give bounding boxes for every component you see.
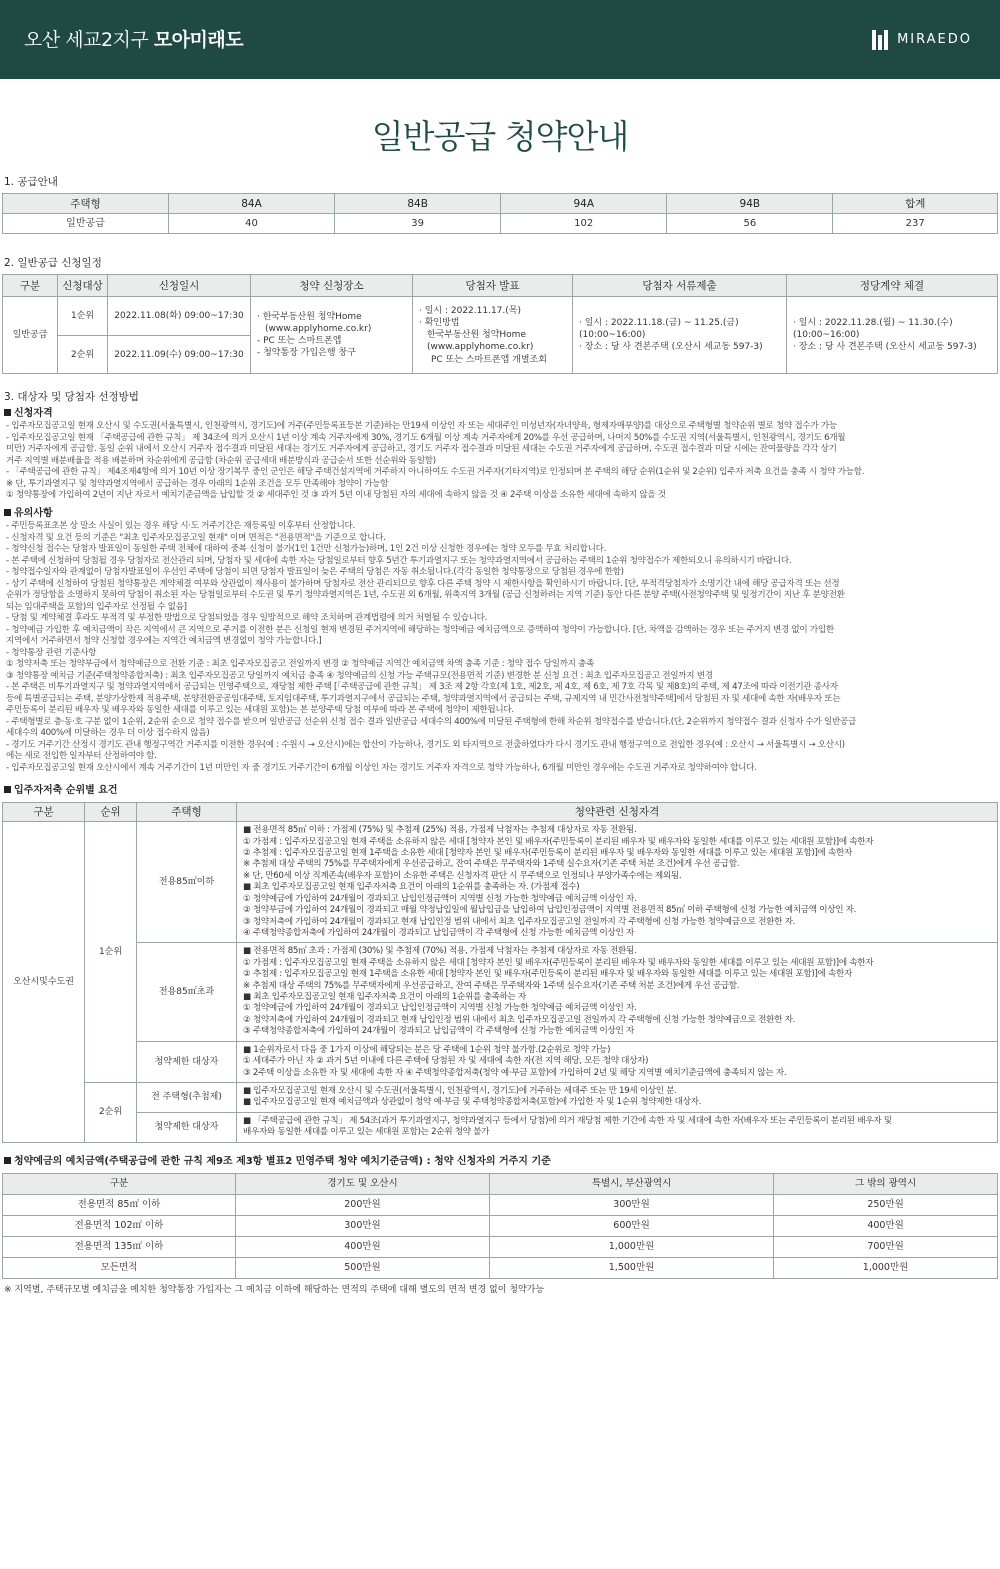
schedule-col: 신청일시 <box>108 275 251 297</box>
eligibility-notes <box>2 421 998 502</box>
caution-line: - 청약신청 접수는 당첨자 발표일이 동일한 주택 전체에 대하여 중복 신청이 불가(1인 1건만 신청가능)하며, 1인 2건 이상 신청한 경우에는 청약 모두를 무효 처리합니다. <box>6 544 607 555</box>
criteria-line: ① 세대주가 아닌 자 ② 과거 5년 이내에 다른 주택에 당첨된 자 및 세대에 속한 자(전 지역 해당, 모든 청약 대상자) <box>243 1056 649 1067</box>
place-line: · 한국부동산원 청약Home <box>257 312 362 323</box>
caution-line: - 본 주택에 신청하여 당첨될 경우 당첨자로 전산관리 되며, 당첨자 및 세대에 속한 자는 당첨일로부터 향후 5년간 투기과열지구 또는 청약과열지역에서 공급하는 주택의 1순위 청약접수가 제한되오니 유의하시기 바랍니다. <box>6 555 792 566</box>
deposit-cell: 300만원 <box>236 1216 490 1237</box>
schedule-col: 당첨자 발표 <box>413 275 573 297</box>
deposit-table <box>2 1173 998 1279</box>
supply-col: 94B <box>667 194 833 214</box>
schedule-row <box>3 297 998 336</box>
deposit-footnote: ※ 지역별, 주택규모별 예치금을 예치한 청약통장 가입자는 그 예치금 이하에 해당하는 면적의 주택에 대해 별도의 면적 변경 없이 청약가능 <box>4 1285 545 1296</box>
eligibility-line: - 입주자모집공고일 현재 오산시 및 수도권(서울특별시, 인천광역시, 경기도)에 거주(주민등록표등본 기준)하는 만19세 이상인 자 또는 세대주인 미성년자(자녀양육, 형제자매부양)를 대상으로 주택형별 청약순위 별로 청약 접수가 가능 <box>6 421 837 432</box>
caution-line: - 신청자격 및 요건 등의 기준은 "최초 입주자모집공고일 현재" 이며 면적은 "전용면적"을 기준으로 합니다. <box>6 532 386 543</box>
caution-line: ③ 청약통장 예치금 기준(주택청약종합저축) : 최초 입주자모집공고 당일까지 예치금 충족 ④ 청약예금의 신청 가능 주택규모(전용면적 기준) 변경한 분 신청 요건 : 최초 입주자모집공고 전일까지 변경 <box>6 670 713 681</box>
savings-row <box>3 1041 998 1082</box>
docs-line: · 장소 : 당 사 견본주택 (오산시 세교동 597-3) <box>579 342 763 353</box>
caution-line: 에는 새로 전입한 일자부터 산정하여야 함. <box>6 751 157 762</box>
document-submission <box>573 297 787 374</box>
schedule-date: 2022.11.08(화) 09:00~17:30 <box>108 297 251 336</box>
miraedo-logo-icon <box>872 30 890 50</box>
criteria-line: ③ 청약저축에 가입하여 24개월이 경과되고 현재 납입인정 범위 내에서 최초 입주자모집공고일 전일까지 각 주택형에 신청 가능한 청약예금으로 전환한 자. <box>243 916 796 927</box>
caution-line: - 당첨 및 계약체결 후라도 부적격 및 부정한 방법으로 당첨되었을 경우 일방적으로 해약 조치하며 관계법령에 의거 처벌될 수 있습니다. <box>6 613 488 624</box>
savings-header-row <box>3 802 998 821</box>
deposit-row <box>3 1216 998 1237</box>
caution-line: - 경기도 거주기간 산정시 경기도 관내 행정구역간 거주지를 이전한 경우(예 : 수원시 → 오산시)에는 합산이 가능하나, 경기도 외 타지역으로 전출하였다가 다시 경기도 관내 행정구역으로 전입한 경우(예 : 오산시 → 서울특별시 → 오산시) <box>6 739 845 750</box>
savings-type: 청약제한 대상자 <box>137 1041 237 1082</box>
square-bullet-icon <box>4 786 11 793</box>
supply-row <box>3 214 998 234</box>
project-name <box>24 28 243 54</box>
savings-type: 전용85㎡이하 <box>137 822 237 943</box>
savings-row <box>3 943 998 1041</box>
supply-cell: 237 <box>833 214 998 234</box>
caution-line: - 청약예금 가입한 후 예치금액이 작은 지역에서 큰 지역으로 주거를 이전한 분은 신청일 현재 변경된 주거지역에 해당하는 청약예금 예치금액으로 증액하여 청약이 가능합니다. [단, 차액을 감액하는 경우 또는 주거지 변경 없이 가입한 <box>6 624 834 635</box>
savings-criteria <box>237 1112 998 1142</box>
schedule-rank: 1순위 <box>58 297 108 336</box>
criteria-line: ① 청약예금에 가입하여 24개월이 경과되고 납입인정금액이 지역별 신청 가능한 청약예금 예치금액 이상인 자. <box>243 893 637 904</box>
deposit-row <box>3 1237 998 1258</box>
savings-rank: 2순위 <box>85 1083 137 1143</box>
announce-line: · 확인방법 <box>419 318 460 329</box>
deposit-cell: 200만원 <box>236 1195 490 1216</box>
savings-subheading <box>4 784 998 798</box>
savings-col: 순위 <box>85 802 137 821</box>
criteria-line: ■ 전용면적 85㎡ 초과 : 가점제 (30%) 및 추첨제 (70%) 적용, 가점제 낙첨자는 추첨제 대상자로 자동 전환됨. <box>243 946 637 957</box>
criteria-line: 배우자와 동일한 세대를 이루고 있는 세대원 포함)는 2순위 청약 불가 <box>243 1127 490 1138</box>
eligibility-subheading <box>4 407 998 421</box>
criteria-line: ※ 추첨제 대상 주택의 75%를 무주택자에게 우선공급하고, 잔여 주택은 무주택자와 1주택 실수요자(기존 주택 처분 조건)에게 우선 공급함. <box>243 859 740 870</box>
schedule-col: 구분 <box>3 275 58 297</box>
deposit-cell: 1,000만원 <box>774 1258 998 1279</box>
caution-line: - 청약접수일자와 관계없이 당첨자발표일이 우선인 주택에 당첨이 되면 당첨자 발표일이 늦은 주택의 당첨은 자동 취소됩니다.(각각 동일한 청약통장으로 당첨된 경우에 한함) <box>6 567 624 578</box>
deposit-cell: 전용면적 102㎡ 이하 <box>3 1216 236 1237</box>
caution-line: - 주택형별로 층·동·호 구분 없이 1순위, 2순위 순으로 청약 접수를 받으며 일반공급 선순위 신청 접수 결과 일반공급 세대수의 400%에 미달된 주택형에 한해 차순위 청약접수를 받습니다.(단, 2순위까지 청약접수 결과 신청자 수가 일반공급 <box>6 716 856 727</box>
supply-cell: 56 <box>667 214 833 234</box>
square-bullet-icon <box>4 509 11 516</box>
deposit-cell: 300만원 <box>489 1195 773 1216</box>
criteria-line: ■ 전용면적 85㎡ 이하 : 가점제 (75%) 및 추첨제 (25%) 적용, 가점제 낙첨자는 추첨제 대상자로 자동 전환됨. <box>243 825 637 836</box>
contract-line: · 일시 : 2022.11.28.(월) ~ 11.30.(수)(10:00~16:00) <box>793 318 953 341</box>
place-line: - 청약통장 가입은행 창구 <box>257 348 356 359</box>
savings-type: 청약제한 대상자 <box>137 1112 237 1142</box>
page-title: 일반공급 청약안내 <box>371 117 629 156</box>
schedule-rank: 2순위 <box>58 336 108 374</box>
project-title: 모아미래도 <box>153 29 244 51</box>
caution-line: - 입주자모집공고일 현재 오산시에서 계속 거주기간이 1년 미만인 자 중 경기도 거주기간이 6개월 이상인 자는 경기도 거주자 자격으로 청약 가능하나, 6개월 미만인 경우에는 수도권 거주자로 청약하여야 합니다. <box>6 762 757 773</box>
eligibility-line: ① 청약통장에 가입하여 2년이 지난 자로서 예치기준금액을 납입할 것 ② 세대주인 것 ③ 과거 5년 이내 당첨된 자의 세대에 속하지 않을 것 ④ 2주택 이상을 소유한 세대에 속하지 않을 것 <box>6 490 666 501</box>
deposit-cell: 모든면적 <box>3 1258 236 1279</box>
eligibility-line: - 입주자모집공고일 현재 「주택공급에 관한 규칙」 제 34조에 의거 오산시 1년 이상 계속 거주자에게 30%, 경기도 6개월 이상 계속 거주자에게 20%를 우선 공급하며, 나머지 50%를 수도권 지역(서울특별시, 인천광역시, 경기도 6개월 <box>6 432 846 443</box>
savings-type: 전 주택형(추첨제) <box>137 1083 237 1113</box>
criteria-line: ③ 주택청약종합저축에 가입하여 24개월이 경과되고 납입금액이 각 주택형에 신청 가능한 예치금액 이상인 자 <box>243 1026 634 1037</box>
deposit-cell: 1,500만원 <box>489 1258 773 1279</box>
criteria-line: ■ 입주자모집공고일 현재 오산시 및 수도권(서울특별시, 인천광역시, 경기도)에 거주하는 세대주 또는 만 19세 이상인 분. <box>243 1086 677 1096</box>
caution-line: - 주민등록표초본 상 말소 사실이 있는 경우 해당 시·도 거주기간은 재등록일 이후부터 산정합니다. <box>6 521 355 532</box>
deposit-col: 구분 <box>3 1174 236 1195</box>
deposit-cell: 1,000만원 <box>489 1237 773 1258</box>
supply-cell: 102 <box>501 214 667 234</box>
deposit-cell: 전용면적 85㎡ 이하 <box>3 1195 236 1216</box>
qualification-heading: 3. 대상자 및 당첨자 선정방법 <box>4 391 139 404</box>
savings-criteria <box>237 1041 998 1082</box>
supply-col: 주택형 <box>3 194 169 214</box>
eligibility-line: 거주 지역별 배분배율을 적용 배분하며 차순위에게 공급함 (차순위 공급세대 배분방식과 공급순서 또한 선순위와 동일함) <box>6 455 436 466</box>
criteria-line: ④ 주택청약종합저축에 가입하여 24개월이 경과되고 납입금액이 각 주택형에 신청 가능한 예치금액 이상인 자 <box>243 927 634 938</box>
deposit-subheading <box>4 1155 998 1169</box>
criteria-line: ※ 단, 만60세 이상 직계존속(배우자 포함)이 소유한 주택은 신청자격 판단 시 무주택으로 인정되나 부양가족수에는 제외됨. <box>243 870 682 881</box>
square-bullet-icon <box>4 409 11 416</box>
savings-criteria <box>237 822 998 943</box>
project-prefix: 오산 세교2지구 <box>24 29 149 51</box>
criteria-line: ■ 「주택공급에 관한 규칙」 제 54조(과거 투기과열지구, 청약과열지구 등에서 당첨)에 의거 재당첨 제한 기간에 속한 자 및 세대에 속한 자(배우자 또는 주민등록이 분리된 배우자 및 <box>243 1115 892 1126</box>
deposit-body <box>3 1195 998 1279</box>
deposit-col: 특별시, 부산광역시 <box>489 1174 773 1195</box>
savings-row <box>3 822 998 943</box>
caution-line: 세대수의 400%에 미달하는 경우 더 이상 접수하지 않음) <box>6 728 210 739</box>
caution-subheading <box>4 507 998 521</box>
caution-line: ① 청약저축 또는 청약부금에서 청약예금으로 전환 기준 : 최초 입주자모집공고 전일까지 변경 ② 청약예금 지역간 예치금액 차액 충족 기준 : 청약 접수 당일까지 충족 <box>6 659 595 670</box>
announce-line: PC 또는 스마트폰앱 개별조회 <box>431 354 547 365</box>
savings-rank: 1순위 <box>85 822 137 1083</box>
announce-line: · 일시 : 2022.11.17.(목) <box>419 305 521 316</box>
schedule-table <box>2 274 998 374</box>
eligibility-line: ※ 단, 투기과열지구 및 청약과열지역에서 공급하는 경우 아래의 1순위 조건을 모두 만족해야 청약이 가능함 <box>6 478 389 489</box>
savings-row <box>3 1112 998 1142</box>
caution-line: - 청약통장 관련 기준사항 <box>6 647 97 658</box>
caution-line: 지역에서 거주하면서 청약 신청할 경우에는 지역간 예치금액 변경없이 청약 가능합니다.] <box>6 636 322 647</box>
caution-line: 순위가 정당함을 소명하지 못하여 당첨이 취소된 자는 당첨일로부터 수도권 및 투기 청약과열지역은 1년, 수도권 외 6개월, 위축지역 3개월 (공급 신청하려는 지역 기준) 동안 다른 분양 주택(사전청약주택 및 일정기간이 지난 후 분양전환 <box>6 590 845 601</box>
schedule-date: 2022.11.09(수) 09:00~17:30 <box>108 336 251 374</box>
deposit-cell: 전용면적 135㎡ 이하 <box>3 1237 236 1258</box>
eligibility-line: 미만) 거주자에게 공급함. 동일 순위 내에서 오산시 거주자 접수결과 미달된 세대는 경기도 거주자에게 공급하고, 경기도 거주자 접수결과 미달된 세대는 수도권 거주자에게 공급하며, 수도권 접수결과 미달 시에는 잔여물량을 각각 상기 <box>6 444 837 455</box>
deposit-row <box>3 1195 998 1216</box>
supply-col: 94A <box>501 194 667 214</box>
supply-cell: 40 <box>169 214 335 234</box>
schedule-type: 일반공급 <box>3 297 58 374</box>
place-line: (www.applyhome.co.kr) <box>265 324 372 335</box>
deposit-cell: 500만원 <box>236 1258 490 1279</box>
caution-label: 유의사항 <box>14 507 53 519</box>
criteria-line: ※ 추첨제 대상 주택의 75%를 무주택자에게 우선공급하고, 잔여 주택은 무주택자와 1주택 실수요자(기존 주택 처분 조건)에게 우선 공급함. <box>243 980 740 991</box>
savings-table <box>2 802 998 1143</box>
caution-notes <box>2 521 998 774</box>
savings-row <box>3 1083 998 1113</box>
deposit-row <box>3 1258 998 1279</box>
schedule-col: 청약 신청장소 <box>251 275 413 297</box>
schedule-heading: 2. 일반공급 신청일정 <box>4 257 102 270</box>
supply-cell: 39 <box>335 214 501 234</box>
deposit-header-row <box>3 1174 998 1195</box>
deposit-label: 청약예금의 예치금액(주택공급에 관한 규칙 제9조 제3항 별표2 민영주택 청약 예치기준금액) : 청약 신청자의 거주지 기준 <box>14 1155 551 1167</box>
savings-criteria <box>237 1083 998 1113</box>
page-header <box>0 0 1000 79</box>
brand-logo <box>872 30 972 50</box>
contract-line: · 장소 : 당 사 견본주택 (오산시 세교동 597-3) <box>793 342 977 353</box>
caution-line: - 상기 주택에 신청하여 당첨된 청약통장은 계약체결 여부와 상관없이 재사용이 불가하며 당첨자로 전산 관리되므로 향후 다른 주택 청약 시 제한사항을 확인하시기 바랍니다. [단, 부적격당첨자가 소명기간 내에 해당 공급자격 또는 선정 <box>6 578 840 589</box>
savings-criteria <box>237 943 998 1041</box>
caution-line: 등에 특별공급되는 주택, 분양가상한제 적용주택, 분양전환공공임대주택, 토지임대주택, 투기과열지구에서 공급되는 주택, 청약과열지역에서 공급되는 주택, 규제지역 내 민간사전청약주택]에서 당첨된 자 및 세대에 속한 자(배우자 또는 <box>6 693 841 704</box>
announce-line: 한국부동산원 청약Home <box>427 330 526 341</box>
winner-announce <box>413 297 573 374</box>
savings-col: 주택형 <box>137 802 237 821</box>
savings-col: 구분 <box>3 802 85 821</box>
savings-label: 입주자저축 순위별 요건 <box>14 785 118 797</box>
deposit-cell: 250만원 <box>774 1195 998 1216</box>
criteria-line: ② 청약부금에 가입하여 24개월이 경과되고 매월 약정납입일에 월납입금을 납입하여 납입인정금액이 지역별 전용면적 85㎡ 이하 주택형에 신청 가능한 예치금액 이상인 자. <box>243 905 857 916</box>
deposit-cell: 600만원 <box>489 1216 773 1237</box>
supply-col: 84B <box>335 194 501 214</box>
eligibility-label: 신청자격 <box>14 407 53 419</box>
contract-signing <box>787 297 998 374</box>
schedule-col: 당첨자 서류제출 <box>573 275 787 297</box>
place-line: - PC 또는 스마트폰앱 <box>257 336 342 347</box>
caution-line: - 본 주택은 비투기과열지구 및 청약과열지역에서 공급되는 민영주택으로, 재당첨 제한 주택 [「주택공급에 관한 규칙」 제 3조 제 2항 각호(제 1호, 제2호, 제 4호, 제 6호, 제 7호 각목 및 제8호)의 주택, 제 47조에 따라 이전기관 종사자 <box>6 682 838 693</box>
supply-table <box>2 193 998 234</box>
supply-col: 합계 <box>833 194 998 214</box>
apply-place <box>251 297 413 374</box>
schedule-col: 정당계약 체결 <box>787 275 998 297</box>
supply-header-row <box>3 194 998 214</box>
criteria-line: ② 추첨제 : 입주자모집공고일 현재 1주택을 소유한 세대 [청약자 본인 및 배우자(주민등록이 분리된 배우자 및 배우자와 동일한 세대를 이루고 있는 세대원 포함)]에 속한자 <box>243 969 852 980</box>
criteria-line: ■ 최초 입주자모집공고일 현재 입주자저축 요건이 아래의 1순위를 충족하는 자. (가점제 접수) <box>243 882 580 893</box>
supply-heading: 1. 공급안내 <box>4 176 58 188</box>
criteria-line: ① 가점제 : 입주자모집공고일 현재 주택을 소유하지 않은 세대 [청약자 본인 및 배우자(주민등록이 분리된 배우자 및 배우자와 동일한 세대를 이루고 있는 세대원 포함)]에 속한자 <box>243 836 874 847</box>
savings-col: 청약관련 신청자격 <box>237 802 998 821</box>
criteria-line: ■ 1순위자로서 다음 중 1가지 이상에 해당되는 분은 당 주택에 1순위 청약 불가함.(2순위로 청약 가능) <box>243 1044 611 1055</box>
savings-type: 전용85㎡초과 <box>137 943 237 1041</box>
logo-text: MIRAEDO <box>897 32 972 48</box>
criteria-line: ■ 최초 입주자모집공고일 현재 입주자저축 요건이 아래의 1순위를 충족하는 자 <box>243 992 526 1003</box>
criteria-line: ② 추첨제 : 입주자모집공고일 현재 1주택을 소유한 세대 [청약자 본인 및 배우자(주민등록이 분리된 배우자 및 배우자와 동일한 세대를 이루고 있는 세대원 포함)]에 속한자 <box>243 847 852 858</box>
criteria-line: ① 가점제 : 입주자모집공고일 현재 주택을 소유하지 않은 세대 [청약자 본인 및 배우자(주민등록이 분리된 배우자 및 배우자와 동일한 세대를 이루고 있는 세대원 포함)]에 속한자 <box>243 957 874 968</box>
schedule-header-row <box>3 275 998 297</box>
announce-line: (www.applyhome.co.kr) <box>427 342 534 353</box>
savings-region: 오산시및수도권 <box>3 822 85 1143</box>
deposit-cell: 400만원 <box>236 1237 490 1258</box>
deposit-cell: 700만원 <box>774 1237 998 1258</box>
criteria-line: ■ 입주자모집공고일 현재 예치금액과 상관없이 청약 예·부금 및 주택청약종합저축(포함)에 가입한 자 및 1순위 청약제한 대상자. <box>243 1097 702 1108</box>
supply-col: 84A <box>169 194 335 214</box>
caution-line: 되는 임대주택을 포함)의 입주자로 선정될 수 없음] <box>6 601 187 612</box>
caution-line: 주민등록이 분리된 배우자 및 배우자와 동일한 세대를 이루고 있는 세대원 포함)는 본 분양주택 당첨 여부에 따라 본 주택에 청약이 제한됩니다. <box>6 705 514 716</box>
eligibility-line: - 「주택공급에 관한 규칙」 제4조제4항에 의거 10년 이상 장기복무 중인 군인은 해당 주택건설지역에 거주하지 아니하여도 수도권 거주자(기타지역)로 인정되며 본 주택의 해당 순위(1순위 및 2순위) 입주자 저축 요건을 충족 시 청약 가능함. <box>6 467 865 478</box>
deposit-col: 경기도 및 오산시 <box>236 1174 490 1195</box>
criteria-line: ③ 2주택 이상을 소유한 자 및 세대에 속한 자 ④ 주택청약종합저축(청약 예·부금 포함)에 가입하여 2년 및 해당 지역별 예치기준금액에 충족되지 않는 자. <box>243 1067 787 1078</box>
criteria-line: ① 청약예금에 가입하여 24개월이 경과되고 납입인정금액이 지역별 신청 가능한 청약예금 예치금액 이상인 자. <box>243 1003 637 1014</box>
deposit-col: 그 밖의 광역시 <box>774 1174 998 1195</box>
schedule-col: 신청대상 <box>58 275 108 297</box>
square-bullet-icon <box>4 1157 11 1164</box>
criteria-line: ② 청약저축에 가입하여 24개월이 경과되고 현재 납입인정 범위 내에서 최초 입주자모집공고일 전일까지 각 주택형에 신청 가능한 청약예금으로 전환한 자. <box>243 1014 796 1025</box>
supply-cell: 일반공급 <box>3 214 169 234</box>
docs-line: · 일시 : 2022.11.18.(금) ~ 11.25.(금)(10:00~16:00) <box>579 318 739 341</box>
deposit-cell: 400만원 <box>774 1216 998 1237</box>
